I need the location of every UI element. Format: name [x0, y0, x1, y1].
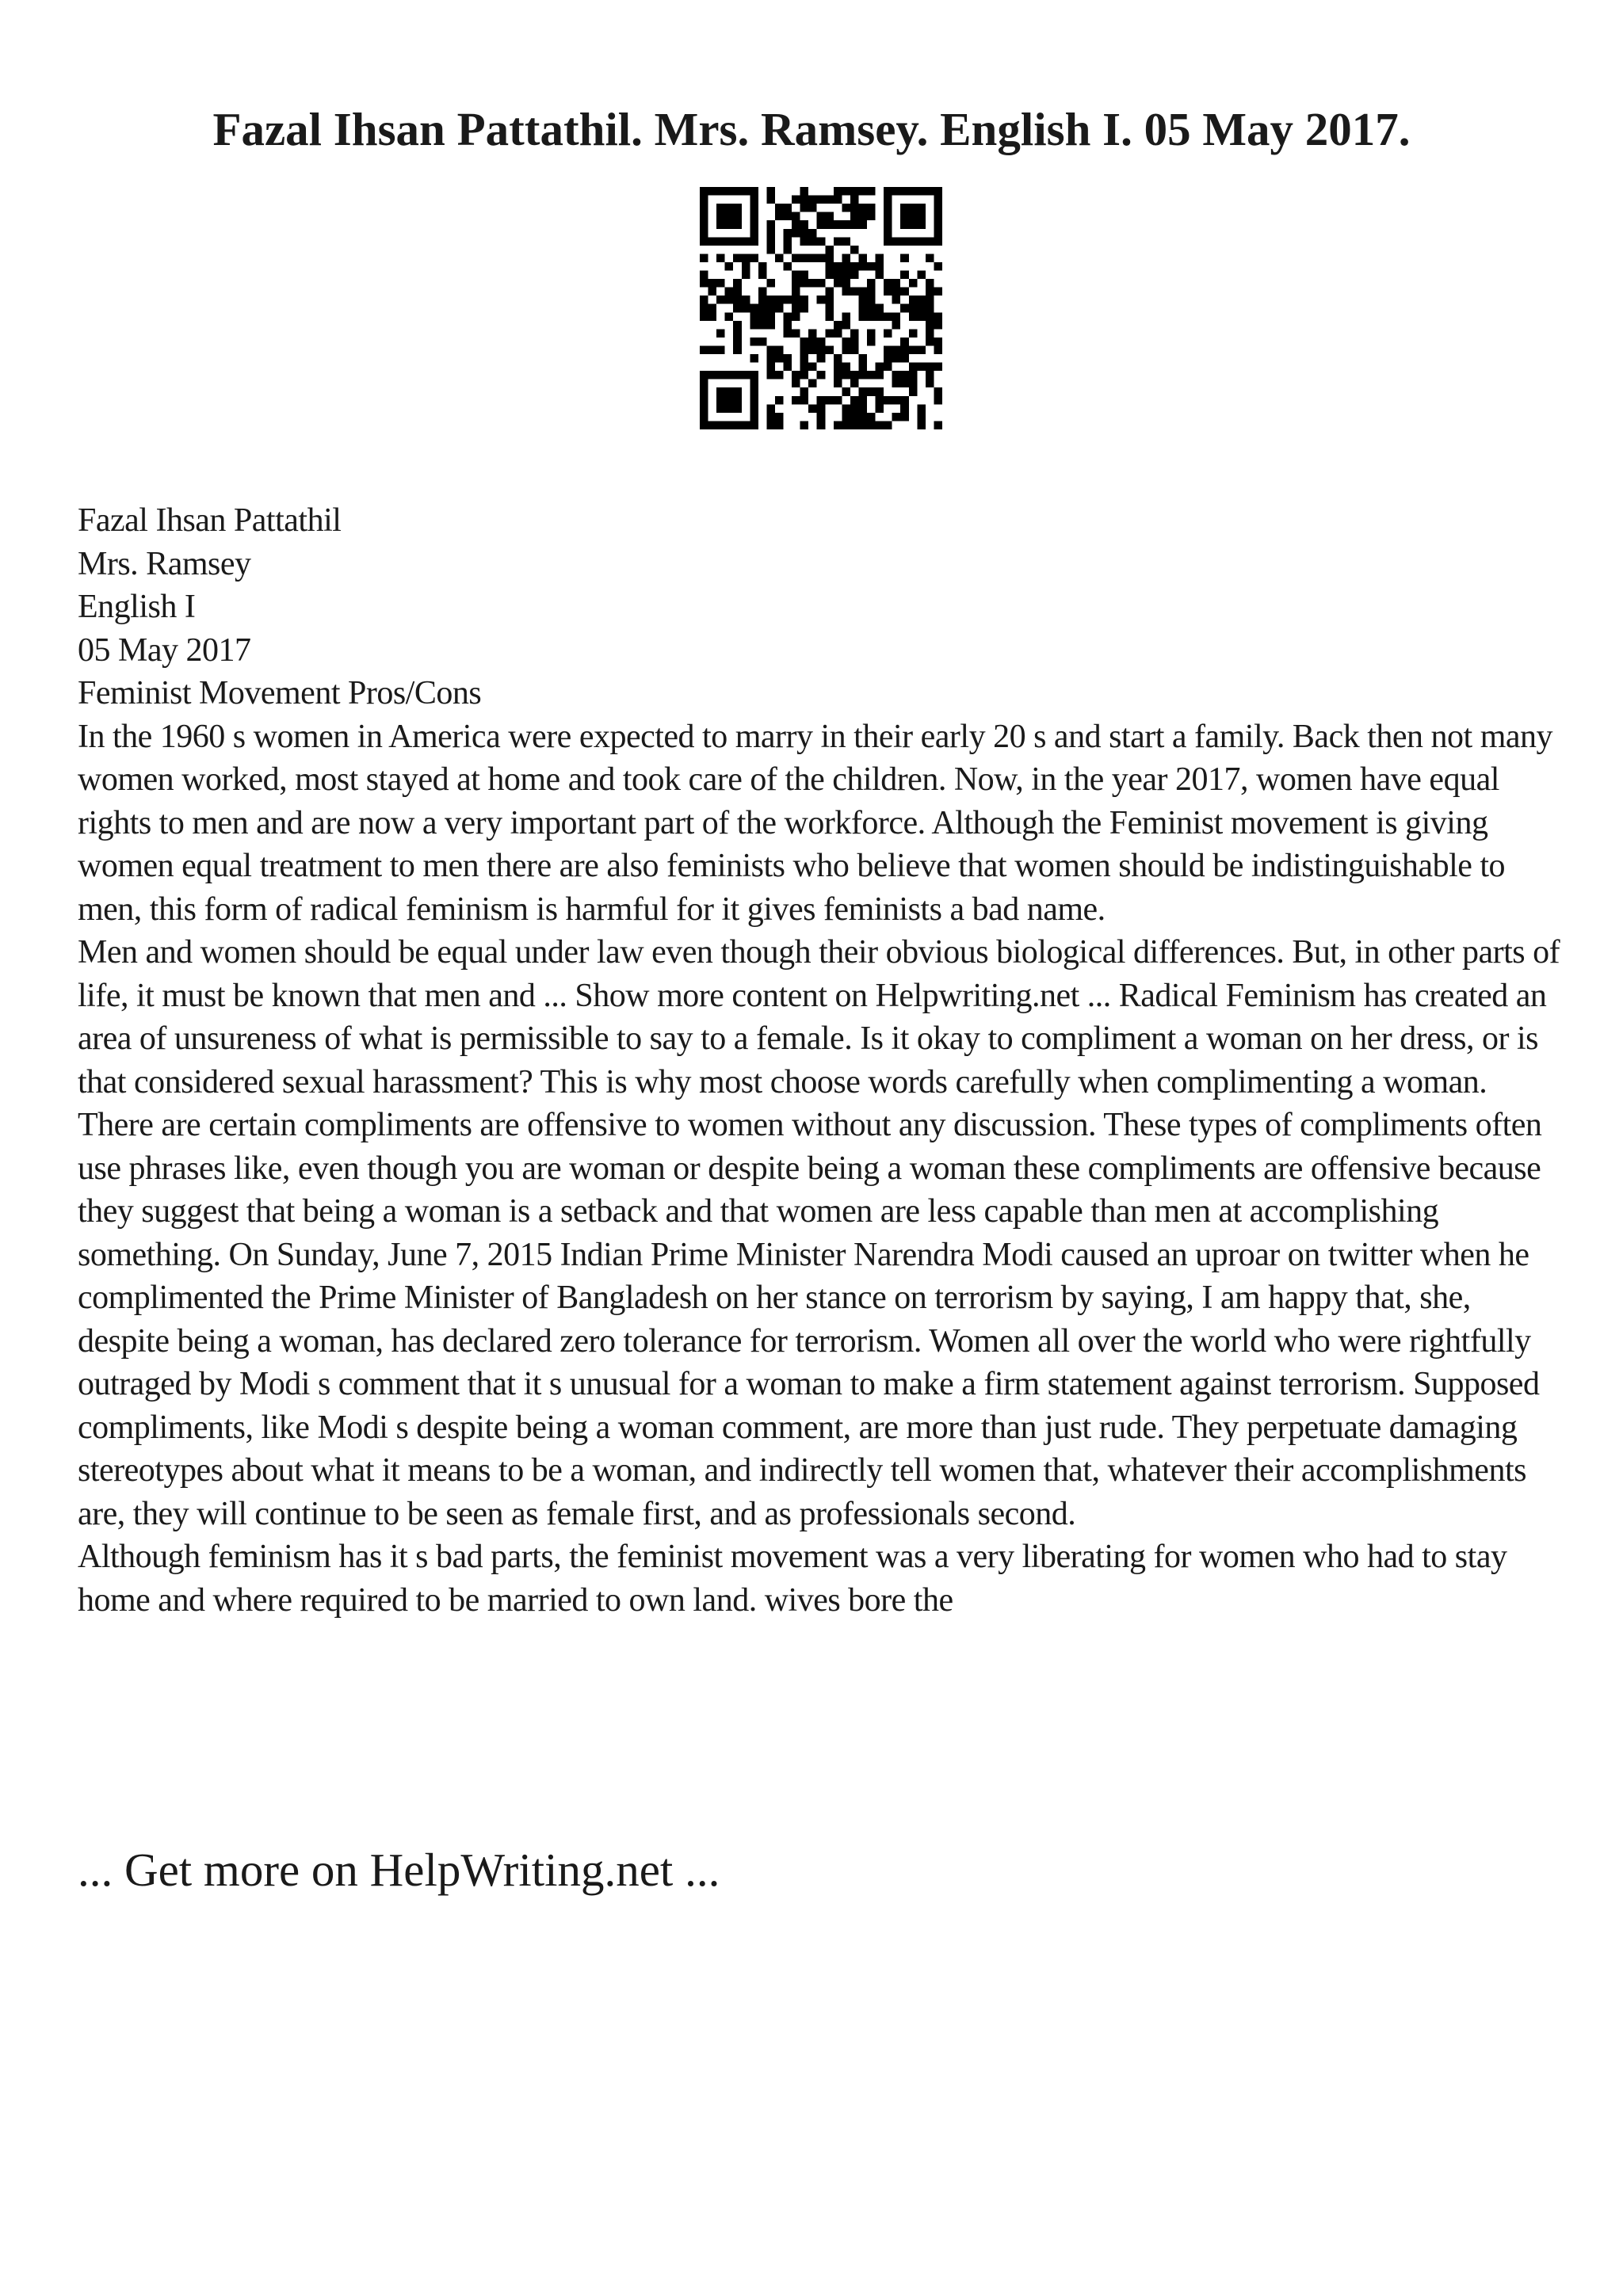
paragraph-3: There are certain compliments are offensive to women without any discussion. These types of compliments often use phrases like, even though you are woman or despite being a woman these compliments are offensive because they suggest that being a woman is a setback and that women are less capable than men at accomplishing something. On Sunday, June 7, 2015 Indian Prime Minister Narendra Modi caused an uproar on twitter when he complimented the Prime Minister of Bangladesh on her stance on terrorism by saying, I am happy that, she, despite being a woman, has declared zero tolerance for terrorism. Women all over the world who were rightfully outraged by Modi s comment that it s unusual for a woman to make a firm statement against terrorism. Supposed compliments, like Modi s despite being a woman comment, are more than just rude. They perpetuate damaging stereotypes about what it means to be a woman, and indirectly tell women that, whatever their accomplishments are, they will continue to be seen as female first, and as professionals second. — [78, 1107, 1542, 1532]
essay-title: Feminist Movement Pros/Cons — [78, 675, 482, 711]
qr-code-icon — [700, 187, 942, 429]
get-more-link[interactable]: ... Get more on HelpWriting.net ... — [78, 1844, 720, 1896]
qr-code-graphic — [700, 187, 942, 429]
teacher-name: Mrs. Ramsey — [78, 545, 251, 582]
essay-date: 05 May 2017 — [78, 631, 251, 669]
paragraph-1: In the 1960 s women in America were expected to marry in their early 20 s and start a family. Back then not many women worked, most stayed at home and took care of the children. Now, in the year 2017, women have equal rights to men and are now a very important part of the workforce. Although the Feminist movement is giving women equal treatment to men there are also feminists who believe that women should be indistinguishable to men, this form of radical feminism is harmful for it gives feminists a bad name. — [78, 718, 1553, 928]
paragraph-4: Although feminism has it s bad parts, the feminist movement was a very liberating for women who had to stay home and where required to be married to own land. wives bore the — [78, 1539, 1507, 1619]
document-body — [78, 499, 1568, 1622]
author-name: Fazal Ihsan Pattathil — [78, 502, 342, 539]
paragraph-2: Men and women should be equal under law even though their obvious biological differences. But, in other parts of life, it must be known that men and ... Show more content on Helpwriting.net ... Radical Feminism has created an area of unsureness of what is permissible to say to a female. Is it okay to compliment a woman on her dress, or is that considered sexual harassment? This is why most choose words carefully when complimenting a woman. — [78, 934, 1560, 1100]
course-name: English I — [78, 589, 196, 625]
page-title: Fazal Ihsan Pattathil. Mrs. Ramsey. English I. 05 May 2017. — [212, 103, 1411, 155]
